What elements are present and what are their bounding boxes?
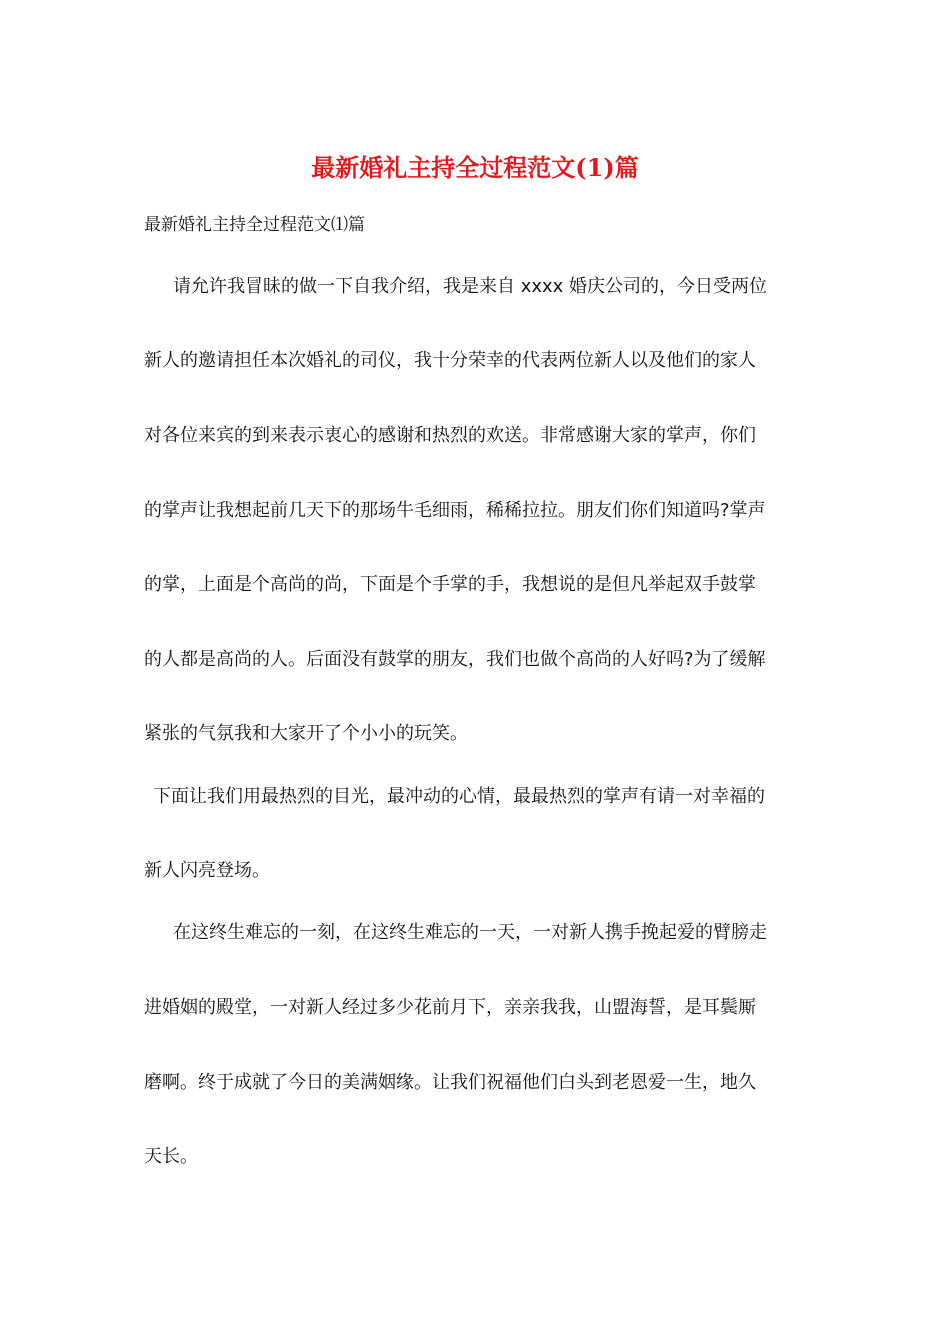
body-line: 的掌声让我想起前几天下的那场牛毛细雨，稀稀拉拉。朋友们你们知道吗?掌声 xyxy=(144,500,766,521)
document-title: 最新婚礼主持全过程范文(1)篇 xyxy=(311,153,639,182)
body-line: 请允许我冒昧的做一下自我介绍，我是来自 xxxx 婚庆公司的，今日受两位 xyxy=(173,276,768,297)
document-subtitle: 最新婚礼主持全过程范文⑴篇 xyxy=(144,215,365,235)
body-line: 紧张的气氛我和大家开了个小小的玩笑。 xyxy=(144,723,468,744)
body-line: 磨啊。终于成就了今日的美满姻缘。让我们祝福他们白头到老恩爱一生，地久 xyxy=(144,1072,756,1093)
body-line: 新人的邀请担任本次婚礼的司仪，我十分荣幸的代表两位新人以及他们的家人 xyxy=(144,350,756,371)
body-line: 的掌，上面是个高尚的尚，下面是个手掌的手，我想说的是但凡举起双手鼓掌 xyxy=(144,574,756,595)
body-line: 进婚姻的殿堂，一对新人经过多少花前月下，亲亲我我，山盟海誓，是耳鬓厮 xyxy=(144,997,756,1018)
body-line: 在这终生难忘的一刻，在这终生难忘的一天，一对新人携手挽起爱的臂膀走 xyxy=(173,922,767,943)
body-line: 下面让我们用最热烈的目光，最冲动的心情，最最热烈的掌声有请一对幸福的 xyxy=(153,786,765,807)
body-line: 新人闪亮登场。 xyxy=(144,860,270,881)
body-line: 的人都是高尚的人。后面没有鼓掌的朋友，我们也做个高尚的人好吗?为了缓解 xyxy=(144,649,766,670)
body-line: 天长。 xyxy=(144,1146,198,1167)
body-line: 对各位来宾的到来表示衷心的感谢和热烈的欢送。非常感谢大家的掌声，你们 xyxy=(144,425,756,446)
